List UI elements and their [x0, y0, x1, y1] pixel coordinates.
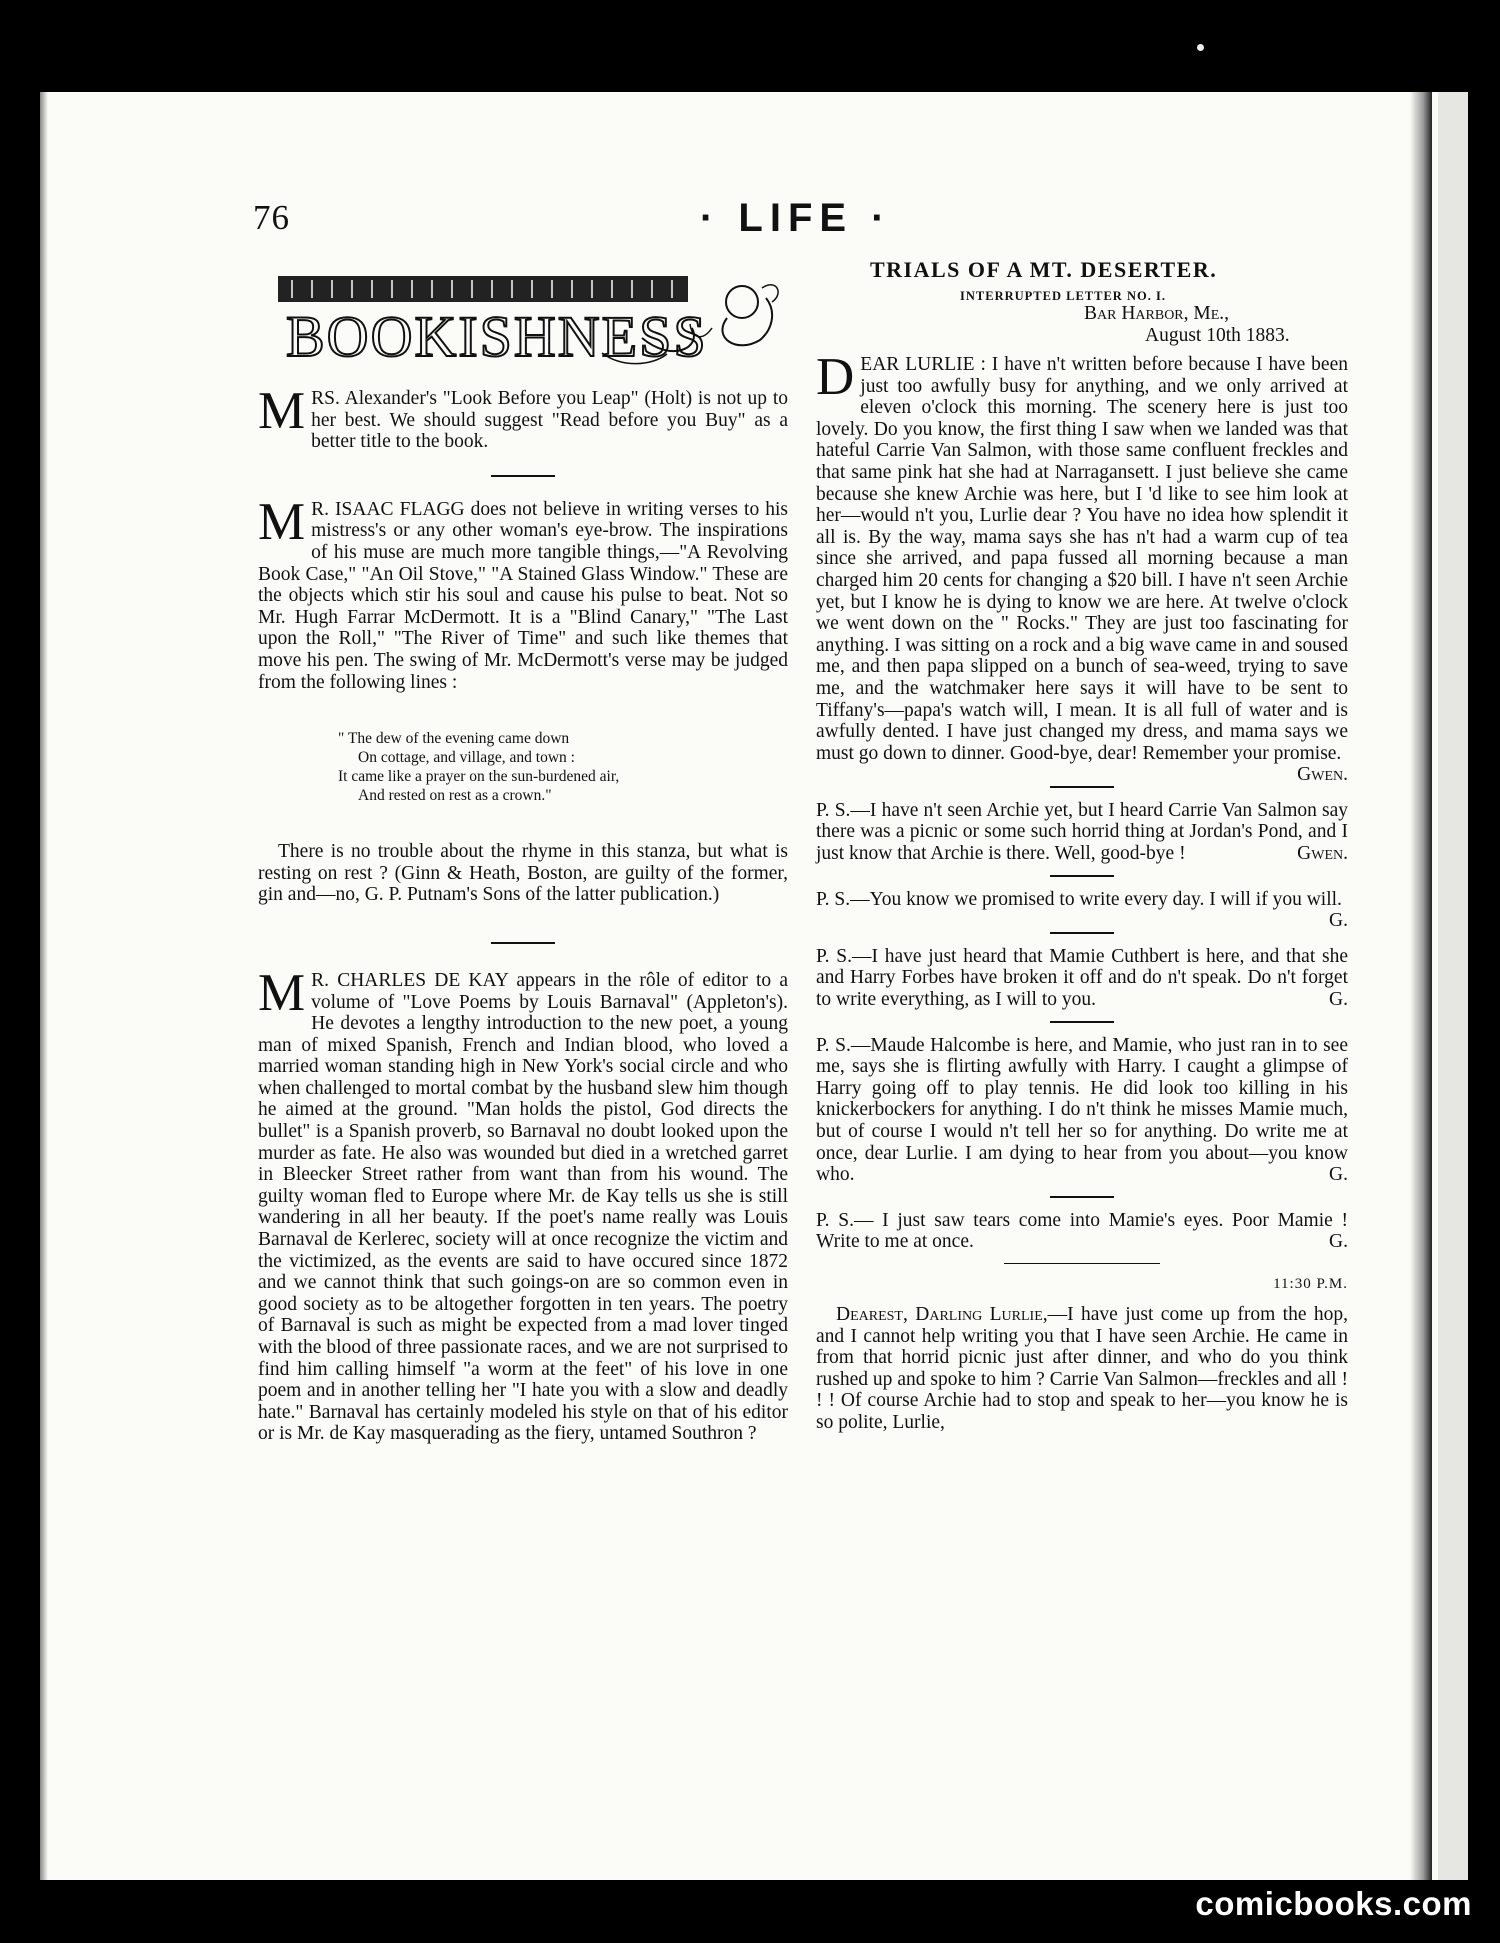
review-alexander — [258, 382, 788, 453]
ps-divider — [1050, 1021, 1114, 1023]
poem-line: On cottage, and village, and town : — [358, 749, 575, 767]
masthead: · LIFE · — [700, 196, 892, 240]
signature: G. — [1329, 1164, 1348, 1186]
final-letter — [816, 1304, 1348, 1434]
letter-text: EAR LURLIE : I have n't written before because I have been just too awfully busy for anything, and we only arrived at eleven o'clock this morning. The scenery here is just too lovely. Do you know, the first thing I saw when we landed was that hateful Carrie Van Salmon, with those same confluent freckles and that same pink hat she had at Narragansett. I just believe she came because she knew Archie was here, but I 'd like to see him look at her—would n't you, Lurlie dear ? You have no idea how splendit it all is. By the way, mama says she has n't had a warm cup of tea since she arrived, and papa fussed all morning because a man charged him 20 cents for changing a $20 bill. I have n't seen Archie yet, but I know he is dying to know we are here. At twelve o'clock we went down on the " Rocks." They are just too fascinating for anything. I was sitting on a rock and a big wave came in and soused me, and then papa slipped on a bunch of sea-weed, trying to save me, and the watchmaker here says it will have to be sent to Tiffany's—papa's watch will, I mean. It is all full of water and is awfully dented. I have just changed my dress, and mama says we must go down to dinner. Good-bye, dear! Remember your promise. — [816, 354, 1348, 764]
ps-divider — [1050, 932, 1114, 934]
dropcap: M — [258, 492, 306, 551]
letter-time: 11:30 P.M. — [1273, 1276, 1348, 1293]
postscript — [816, 1035, 1348, 1186]
svg-text:BOOKISHNESS: BOOKISHNESS — [286, 304, 708, 369]
trials-column — [816, 348, 1349, 1434]
poem-line: " The dew of the evening came down — [338, 730, 570, 748]
poem-excerpt — [338, 729, 788, 805]
letter-place: Bar Harbor, Me., — [1084, 303, 1230, 324]
postscript-text: P. S.—You know we promised to write every day. I will if you will. — [816, 888, 1342, 910]
letter-divider — [1004, 1263, 1160, 1265]
dropcap: D — [816, 348, 855, 406]
page-number: 76 — [253, 198, 290, 237]
bookishness-heading-ornament — [272, 268, 786, 374]
review-text: R. ISAAC FLAGG does not believe in writing verses to his mistress's or any other woman's eye-brow. The inspirations of his muse are much more tangible things,—"A Revolving Book Case," "An Oil Stove," "A Stained Glass Window." These are the objects which stir his soul and cause his pulse to beat. Not so Mr. Hugh Farrar McDermott. It is a "Blind Canary," "The Last upon the Roll," "The River of Time" and such like themes that move his pen. The swing of Mr. McDermott's verse may be judged from the following lines : — [258, 498, 788, 693]
signature: Gwen. — [1297, 764, 1348, 786]
letter-body — [816, 348, 1348, 786]
postscript-text: P. S.—Maude Halcombe is here, and Mamie, who just ran in to see me, says she is flirting awfully with Harry. I caught a glimpse of Harry going off to play tennis. He did look too killing in his knickerbockers for anything. I do n't think he misses Mamie much, but of course I would n't tell her so for anything. Do write me at once, dear Lurlie. I am dying to hear from you about—you know who. — [816, 1034, 1348, 1186]
salutation: Dearest, Darling Lurlie, — [836, 1304, 1048, 1326]
postscript-text: P. S.—I have n't seen Archie yet, but I heard Carrie Van Salmon say there was a picnic or some such horrid thing at Jordan's Pond, and I just know that Archie is there. Well, good-bye ! — [816, 799, 1348, 865]
final-letter-text: —I have just come up from the hop, and I cannot help writing you that I have seen Archie. He came in from that horrid picnic just after dinner, and who do you think rushed up and spoke to him ? Carrie Van Salmon—freckles and all ! ! ! Of course Archie had to stop and speak to her—you know he is so polite, Lurlie, — [816, 1304, 1349, 1434]
postscript — [816, 888, 1348, 932]
review-after-poem: There is no trouble about the rhyme in this stanza, but what is resting on rest ? (Ginn & Heath, Boston, are guilty of the former, gin and—no, G. P. Putnam's Sons of the latter publication.) — [258, 841, 788, 906]
poem-line: It came like a prayer on the sun-burdened air, — [338, 768, 620, 786]
ps-divider — [1050, 786, 1114, 788]
watermark: comicbooks.com — [1195, 1885, 1472, 1922]
review-dekay — [258, 963, 788, 1445]
page-gutter — [1410, 92, 1432, 1880]
next-page-edge — [1438, 92, 1468, 1880]
scan-speck — [1197, 44, 1204, 51]
signature: Gwen. — [1297, 843, 1348, 865]
section-divider — [491, 942, 555, 944]
ps-divider — [1050, 1196, 1114, 1198]
signature: G. — [1329, 989, 1348, 1011]
letter-date: August 10th 1883. — [1145, 325, 1290, 346]
dropcap: M — [258, 963, 306, 1022]
signature: G. — [1329, 910, 1348, 932]
bookishness-column — [258, 382, 788, 1445]
postscript-text: P. S.— I just saw tears come into Mamie's eyes. Poor Mamie ! Write to me at once. — [816, 1209, 1348, 1253]
review-text: RS. Alexander's "Look Before you Leap" (Holt) is not up to her best. We should suggest "Read before you Buy" as a better title to the book. — [311, 388, 788, 453]
postscript — [816, 800, 1348, 865]
postscript — [816, 946, 1348, 1011]
section-divider — [491, 475, 555, 477]
poem-line: And rested on rest as a crown." — [358, 787, 552, 805]
ps-divider — [1050, 875, 1114, 877]
letter-label: INTERRUPTED LETTER NO. I. — [960, 289, 1166, 303]
signature: G. — [1329, 1231, 1348, 1253]
postscript-text: P. S.—I have just heard that Mamie Cuthbert is here, and that she and Harry Forbes have broken it off and do n't speak. Do n't forget to write everything, as I will to you. — [816, 945, 1348, 1011]
dropcap: M — [258, 382, 306, 440]
page-edge-shadow — [40, 92, 48, 1880]
review-flagg — [258, 492, 788, 693]
article-title: TRIALS OF A MT. DESERTER. — [870, 257, 1218, 282]
review-text: R. CHARLES DE KAY appears in the rôle of editor to a volume of "Love Poems by Louis Barnaval" (Appleton's). He devotes a lengthy introduction to the new poet, a young man of mixed Spanish, French and Indian blood, who loved a married woman standing high in New York's social circle and who when challenged to mortal combat by the husband slew him though he aimed at the ground. "Man holds the pistol, God directs the bullet" is a Spanish proverb, so Barnaval no doubt looked upon the murder as fate. He also was wounded but died in a wretched garret in Bleecker Street rather from want than from his wound. The guilty woman fled to Europe where Mr. de Kay tells us she is still wandering in all her beauty. If the poet's name really was Louis Barnaval de Kerlerec, society will at once recognize the victim and the victimized, as the events are said to have occured since 1872 and we cannot think that such goings-on are so common even in good society as to be altogether forgotten in ten years. The poetry of Barnaval is such as might be expected from a mad lover tinged with the blood of three passionate races, and we are not surprised to find him calling himself "a worm at the feet" of his love in one poem and in another telling her "I hate you with a slow and deadly hate." Barnaval has certainly modeled his style on that of his editor or is Mr. de Kay masquerading as the fiery, untamed Southron ? — [258, 969, 788, 1445]
postscript — [816, 1210, 1348, 1253]
